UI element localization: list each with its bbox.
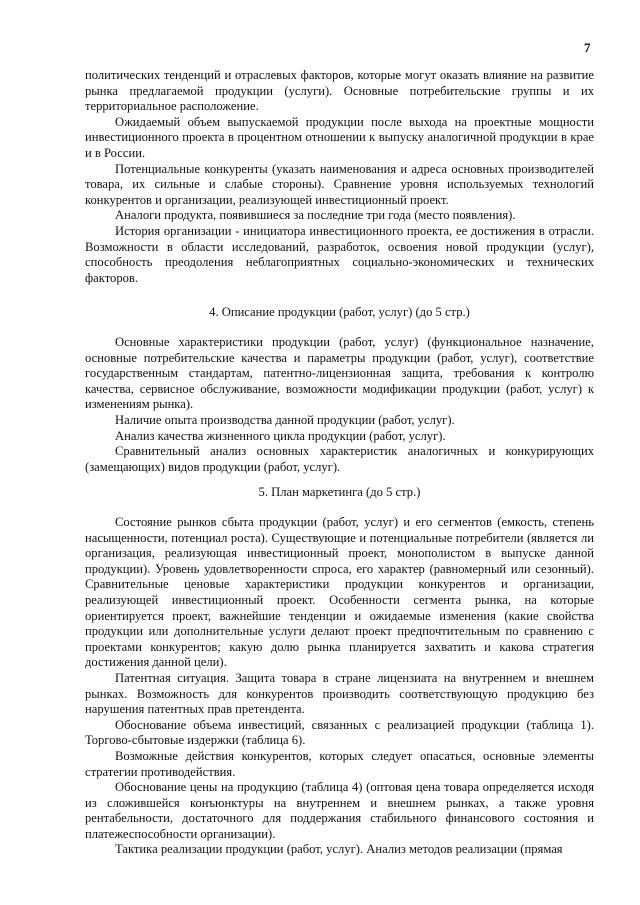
section-5-paragraph-4: Возможные действия конкурентов, которых следует опасаться, основные элементы стратегии противодействия. <box>85 748 594 779</box>
intro-paragraph-4: Аналоги продукта, появившиеся за последние три года (место появления). <box>115 208 516 223</box>
section-4-paragraph-3: Анализ качества жизненного цикла продукции (работ, услуг). <box>115 428 446 443</box>
section-5-paragraph-1: Состояние рынков сбыта продукции (работ, услуг) и его сегментов (емкость, степень насыщенности, потенциал роста). Существующие и потенциальные потребители (является ли организация, реализующая инвестиционный проект, монополистом в выпуске данной продукции). Уровень удовлетворенности спроса, его характер (равномерный или сезонный). Сравнительные ценовые характеристики продукции конкурентов и организации, реализующей инвестиционный проект. Особенности сегмента рынка, на которые ориентируется проект, важнейшие тенденции и ожидаемые изменения (какие свойства продукции или дополнительные услуги делают проект предпочтительным по сравнению с проектами конкурентов; какую долю рынка планируется захватить и какова стратегия достижения данной цели). <box>85 515 594 670</box>
section-5-body <box>85 515 594 858</box>
section-4-paragraph-1: Основные характеристики продукции (работ, услуг) (функциональное назначение, основные потребительские качества и параметры продукции (работ, услуг), соответствие государственным стандартам, патентно-лицензионная защита, требования к контролю качества, сервисное обслуживание, возможности модификации продукции (работ, услуг) к изменениям рынка). <box>85 335 594 412</box>
intro-paragraph-2: Ожидаемый объем выпускаемой продукции после выхода на проектные мощности инвестиционного проекта в процентном отношении к выпуску аналогичной продукции в крае и в России. <box>85 114 594 160</box>
section-4-body <box>85 335 594 475</box>
section-4-paragraph-2: Наличие опыта производства данной продукции (работ, услуг). <box>115 412 455 427</box>
intro-paragraph-5: История организации - инициатора инвестиционного проекта, ее достижения в отрасли. Возможности в области исследований, разработок, освоения новой продукции (услуг), способность преодоления неблагоприятных социально-экономических и технических факторов. <box>85 223 594 285</box>
section-5-paragraph-5: Обоснование цены на продукцию (таблица 4) (оптовая цена товара определяется исходя из сложившейся конъюнктуры на внутреннем и внешнем рынках, а также уровня рентабельности, достаточного для поддержания стабильного финансового состояния и платежеспособности организации). <box>85 780 594 841</box>
section-5-heading: 5. План маркетинга (до 5 стр.) <box>258 485 421 499</box>
intro-paragraph-1: политических тенденций и отраслевых факторов, которые могут оказать влияние на развитие рынка предлагаемой продукции (услуги). Основные потребительские группы и их территориальное расположение. <box>85 68 594 114</box>
section-5-paragraph-3: Обоснование объема инвестиций, связанных с реализацией продукции (таблица 1). Торгово-сбытовые издержки (таблица 6). <box>85 717 594 748</box>
section-5-paragraph-2: Патентная ситуация. Защита товара в стране лицензиата на внутреннем и внешнем рынках. Возможность для конкурентов производить соответствующую продукцию без нарушения патентных прав претендента. <box>85 670 594 717</box>
page-number: 7 <box>584 40 591 55</box>
intro-section <box>85 68 594 286</box>
section-4-paragraph-4: Сравнительный анализ основных характеристик аналогичных и конкурирующих (замещающих) видов продукции (работ, услуг). <box>85 444 594 474</box>
intro-paragraph-3: Потенциальные конкуренты (указать наименования и адреса основных производителей товара, их сильные и слабые стороны). Сравнение уровня используемых технологий конкурентов и организации, реализующей инвестиционный проект. <box>85 161 594 207</box>
section-5-paragraph-6: Тактика реализации продукции (работ, услуг). Анализ методов реализации (прямая <box>115 842 563 857</box>
section-4-heading: 4. Описание продукции (работ, услуг) (до 5 стр.) <box>209 305 470 319</box>
